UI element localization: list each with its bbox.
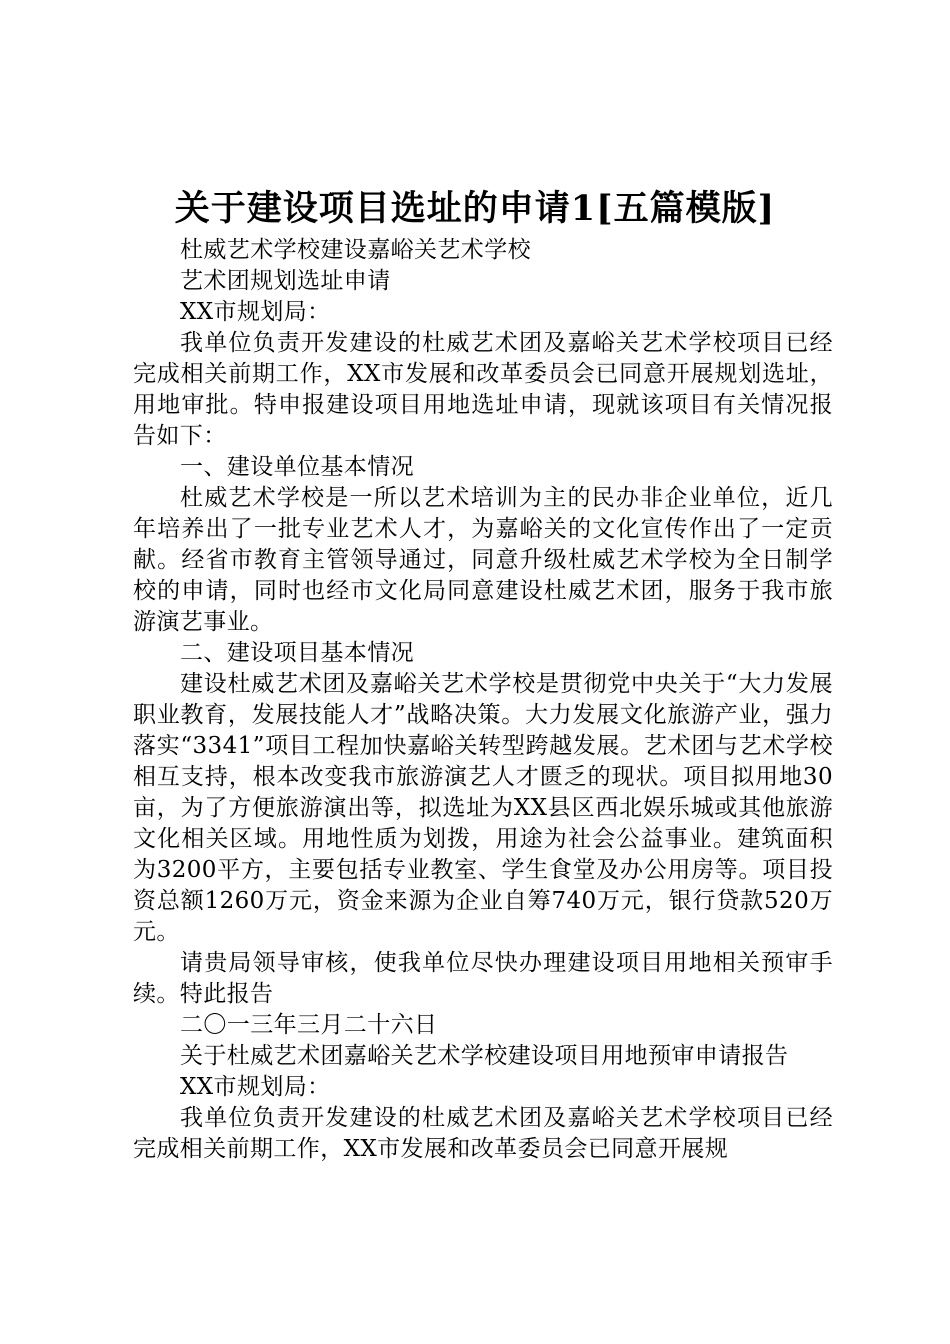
document-body bbox=[133, 235, 833, 1165]
paragraph-addressee-2: XX市规划局： bbox=[180, 1074, 331, 1100]
paragraph-request: 请贵局领导审核，使我单位尽快办理建设项目用地相关预审手续。特此报告 bbox=[133, 950, 833, 1007]
paragraph-date: 二〇一三年三月二十六日 bbox=[180, 1012, 438, 1038]
section-heading-1: 一、建设单位基本情况 bbox=[180, 454, 414, 480]
paragraph-intro: 我单位负责开发建设的杜威艺术团及嘉峪关艺术学校项目已经完成相关前期工作，XX市发展和改革委员会已同意开展规划选址，用地审批。特申报建设项目用地选址申请，现就该项目有关情况报告如下： bbox=[133, 330, 833, 449]
paragraph-addressee: XX市规划局： bbox=[180, 299, 331, 325]
paragraph-subtitle-line-2: 艺术团规划选址申请 bbox=[180, 268, 391, 294]
paragraph-subtitle-line-1: 杜威艺术学校建设嘉峪关艺术学校 bbox=[180, 237, 531, 263]
document-title: 关于建设项目选址的申请1[五篇模版] bbox=[174, 188, 776, 229]
section-heading-2: 二、建设项目基本情况 bbox=[180, 640, 414, 666]
paragraph-second-title: 关于杜威艺术团嘉峪关艺术学校建设项目用地预审申请报告 bbox=[180, 1043, 789, 1069]
paragraph-section-1: 杜威艺术学校是一所以艺术培训为主的民办非企业单位，近几年培养出了一批专业艺术人才，为嘉峪关的文化宣传作出了一定贡献。经省市教育主管领导通过，同意升级杜威艺术学校为全日制学校的申请，同时也经市文化局同意建设杜威艺术团，服务于我市旅游演艺事业。 bbox=[133, 485, 833, 635]
paragraph-section-2: 建设杜威艺术团及嘉峪关艺术学校是贯彻党中央关于“大力发展职业教育，发展技能人才”战略决策。大力发展文化旅游产业，强力落实“3341”项目工程加快嘉峪关转型跨越发展。艺术团与艺术学校相互支持，根本改变我市旅游演艺人才匮乏的现状。项目拟用地30亩，为了方便旅游演出等，拟选址为XX县区西北娱乐城或其他旅游文化相关区域。用地性质为划拨，用途为社会公益事业。建筑面积为3200平方，主要包括专业教室、学生食堂及办公用房等。项目投资总额1260万元，资金来源为企业自筹740万元，银行贷款520万元。 bbox=[133, 671, 833, 945]
paragraph-intro-2: 我单位负责开发建设的杜威艺术团及嘉峪关艺术学校项目已经完成相关前期工作，XX市发展和改革委员会已同意开展规 bbox=[133, 1105, 833, 1162]
